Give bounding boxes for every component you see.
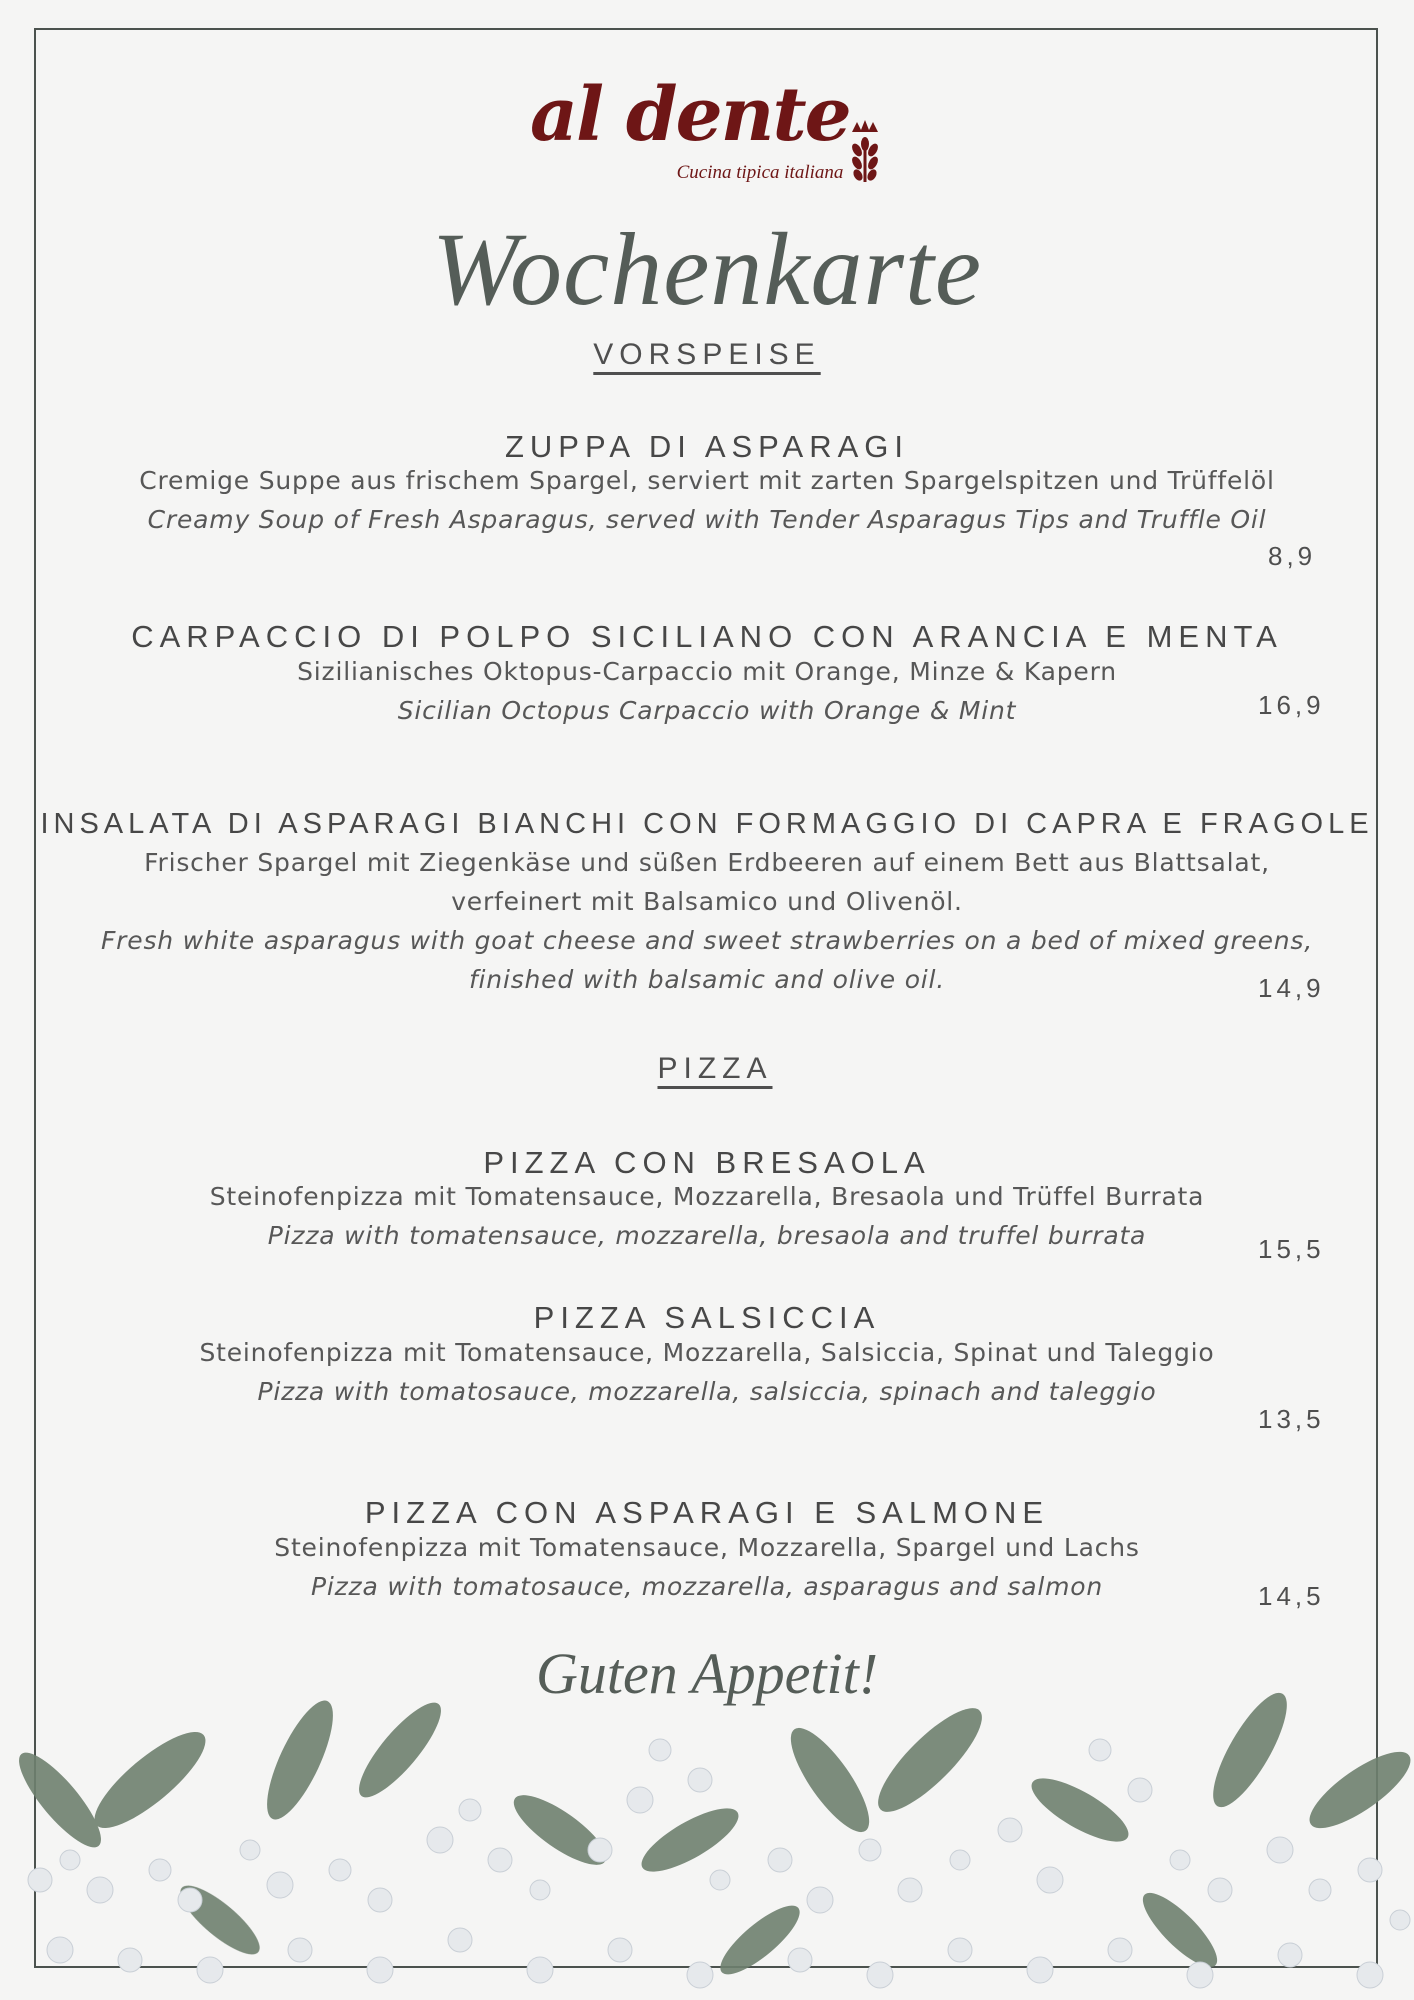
dish-description-de: Steinofenpizza mit Tomatensauce, Mozzarella, Bresaola und Trüffel Burrata xyxy=(209,1182,1205,1211)
dish-description-de: Sizilianisches Oktopus-Carpaccio mit Orange, Minze & Kapern xyxy=(297,657,1117,686)
menu-title: Wochenkarte xyxy=(431,212,983,327)
dish-description-en: Creamy Soup of Fresh Asparagus, served with Tender Asparagus Tips and Truffle Oil xyxy=(147,505,1267,534)
dish-name: INSALATA DI ASPARAGI BIANCHI CON FORMAGGIO DI CAPRA E FRAGOLE xyxy=(40,808,1374,840)
dish-name: PIZZA CON ASPARAGI E SALMONE xyxy=(364,1495,1050,1530)
dish-price: 14,9 xyxy=(1258,973,1325,1003)
section-heading-pizza: PIZZA xyxy=(657,1052,773,1085)
floral-foliage-decoration xyxy=(0,1690,1414,2000)
dish-description-de: Steinofenpizza mit Tomatensauce, Mozzarella, Spargel und Lachs xyxy=(274,1533,1140,1562)
dish-description-en: Pizza with tomatensauce, mozzarella, bresaola and truffel burrata xyxy=(267,1221,1147,1250)
dish-description-en: Pizza with tomatosauce, mozzarella, salsiccia, spinach and taleggio xyxy=(257,1377,1157,1406)
dish-name: ZUPPA DI ASPARAGI xyxy=(504,429,910,464)
dish-price: 16,9 xyxy=(1258,690,1325,720)
dish-description-de: Cremige Suppe aus frischem Spargel, serviert mit zarten Spargelspitzen und Trüffelöl xyxy=(139,466,1275,495)
logo-tagline: Cucina tipica italiana xyxy=(676,162,844,183)
dish-description-de: Frischer Spargel mit Ziegenkäse und süßen Erdbeeren auf einem Bett aus Blattsalat, xyxy=(144,848,1270,877)
crown-wheat-icon xyxy=(848,118,882,184)
section-heading-vorspeise: VORSPEISE xyxy=(593,338,821,371)
dish-description-en: Fresh white asparagus with goat cheese and sweet strawberries on a bed of mixed greens, xyxy=(101,926,1313,955)
dish-description-en-continued: finished with balsamic and olive oil. xyxy=(468,965,946,994)
closing-greeting: Guten Appetit! xyxy=(535,1641,879,1706)
dish-price: 8,9 xyxy=(1268,541,1317,571)
dish-price: 14,5 xyxy=(1258,1581,1325,1611)
restaurant-logo xyxy=(530,72,890,188)
dish-description-de: Steinofenpizza mit Tomatensauce, Mozzarella, Salsiccia, Spinat und Taleggio xyxy=(199,1338,1215,1367)
dish-description-de-continued: verfeinert mit Balsamico und Olivenöl. xyxy=(451,887,963,916)
dish-price: 15,5 xyxy=(1258,1234,1325,1264)
dish-name: PIZZA SALSICCIA xyxy=(533,1300,881,1335)
logo-wordmark: al dente xyxy=(530,72,850,158)
dish-name: CARPACCIO DI POLPO SICILIANO CON ARANCIA E MENTA xyxy=(131,619,1283,654)
dish-name: PIZZA CON BRESAOLA xyxy=(483,1145,931,1180)
dish-price: 13,5 xyxy=(1258,1404,1325,1434)
dish-description-en: Sicilian Octopus Carpaccio with Orange & Mint xyxy=(397,696,1017,725)
dish-description-en: Pizza with tomatosauce, mozzarella, asparagus and salmon xyxy=(311,1572,1103,1601)
